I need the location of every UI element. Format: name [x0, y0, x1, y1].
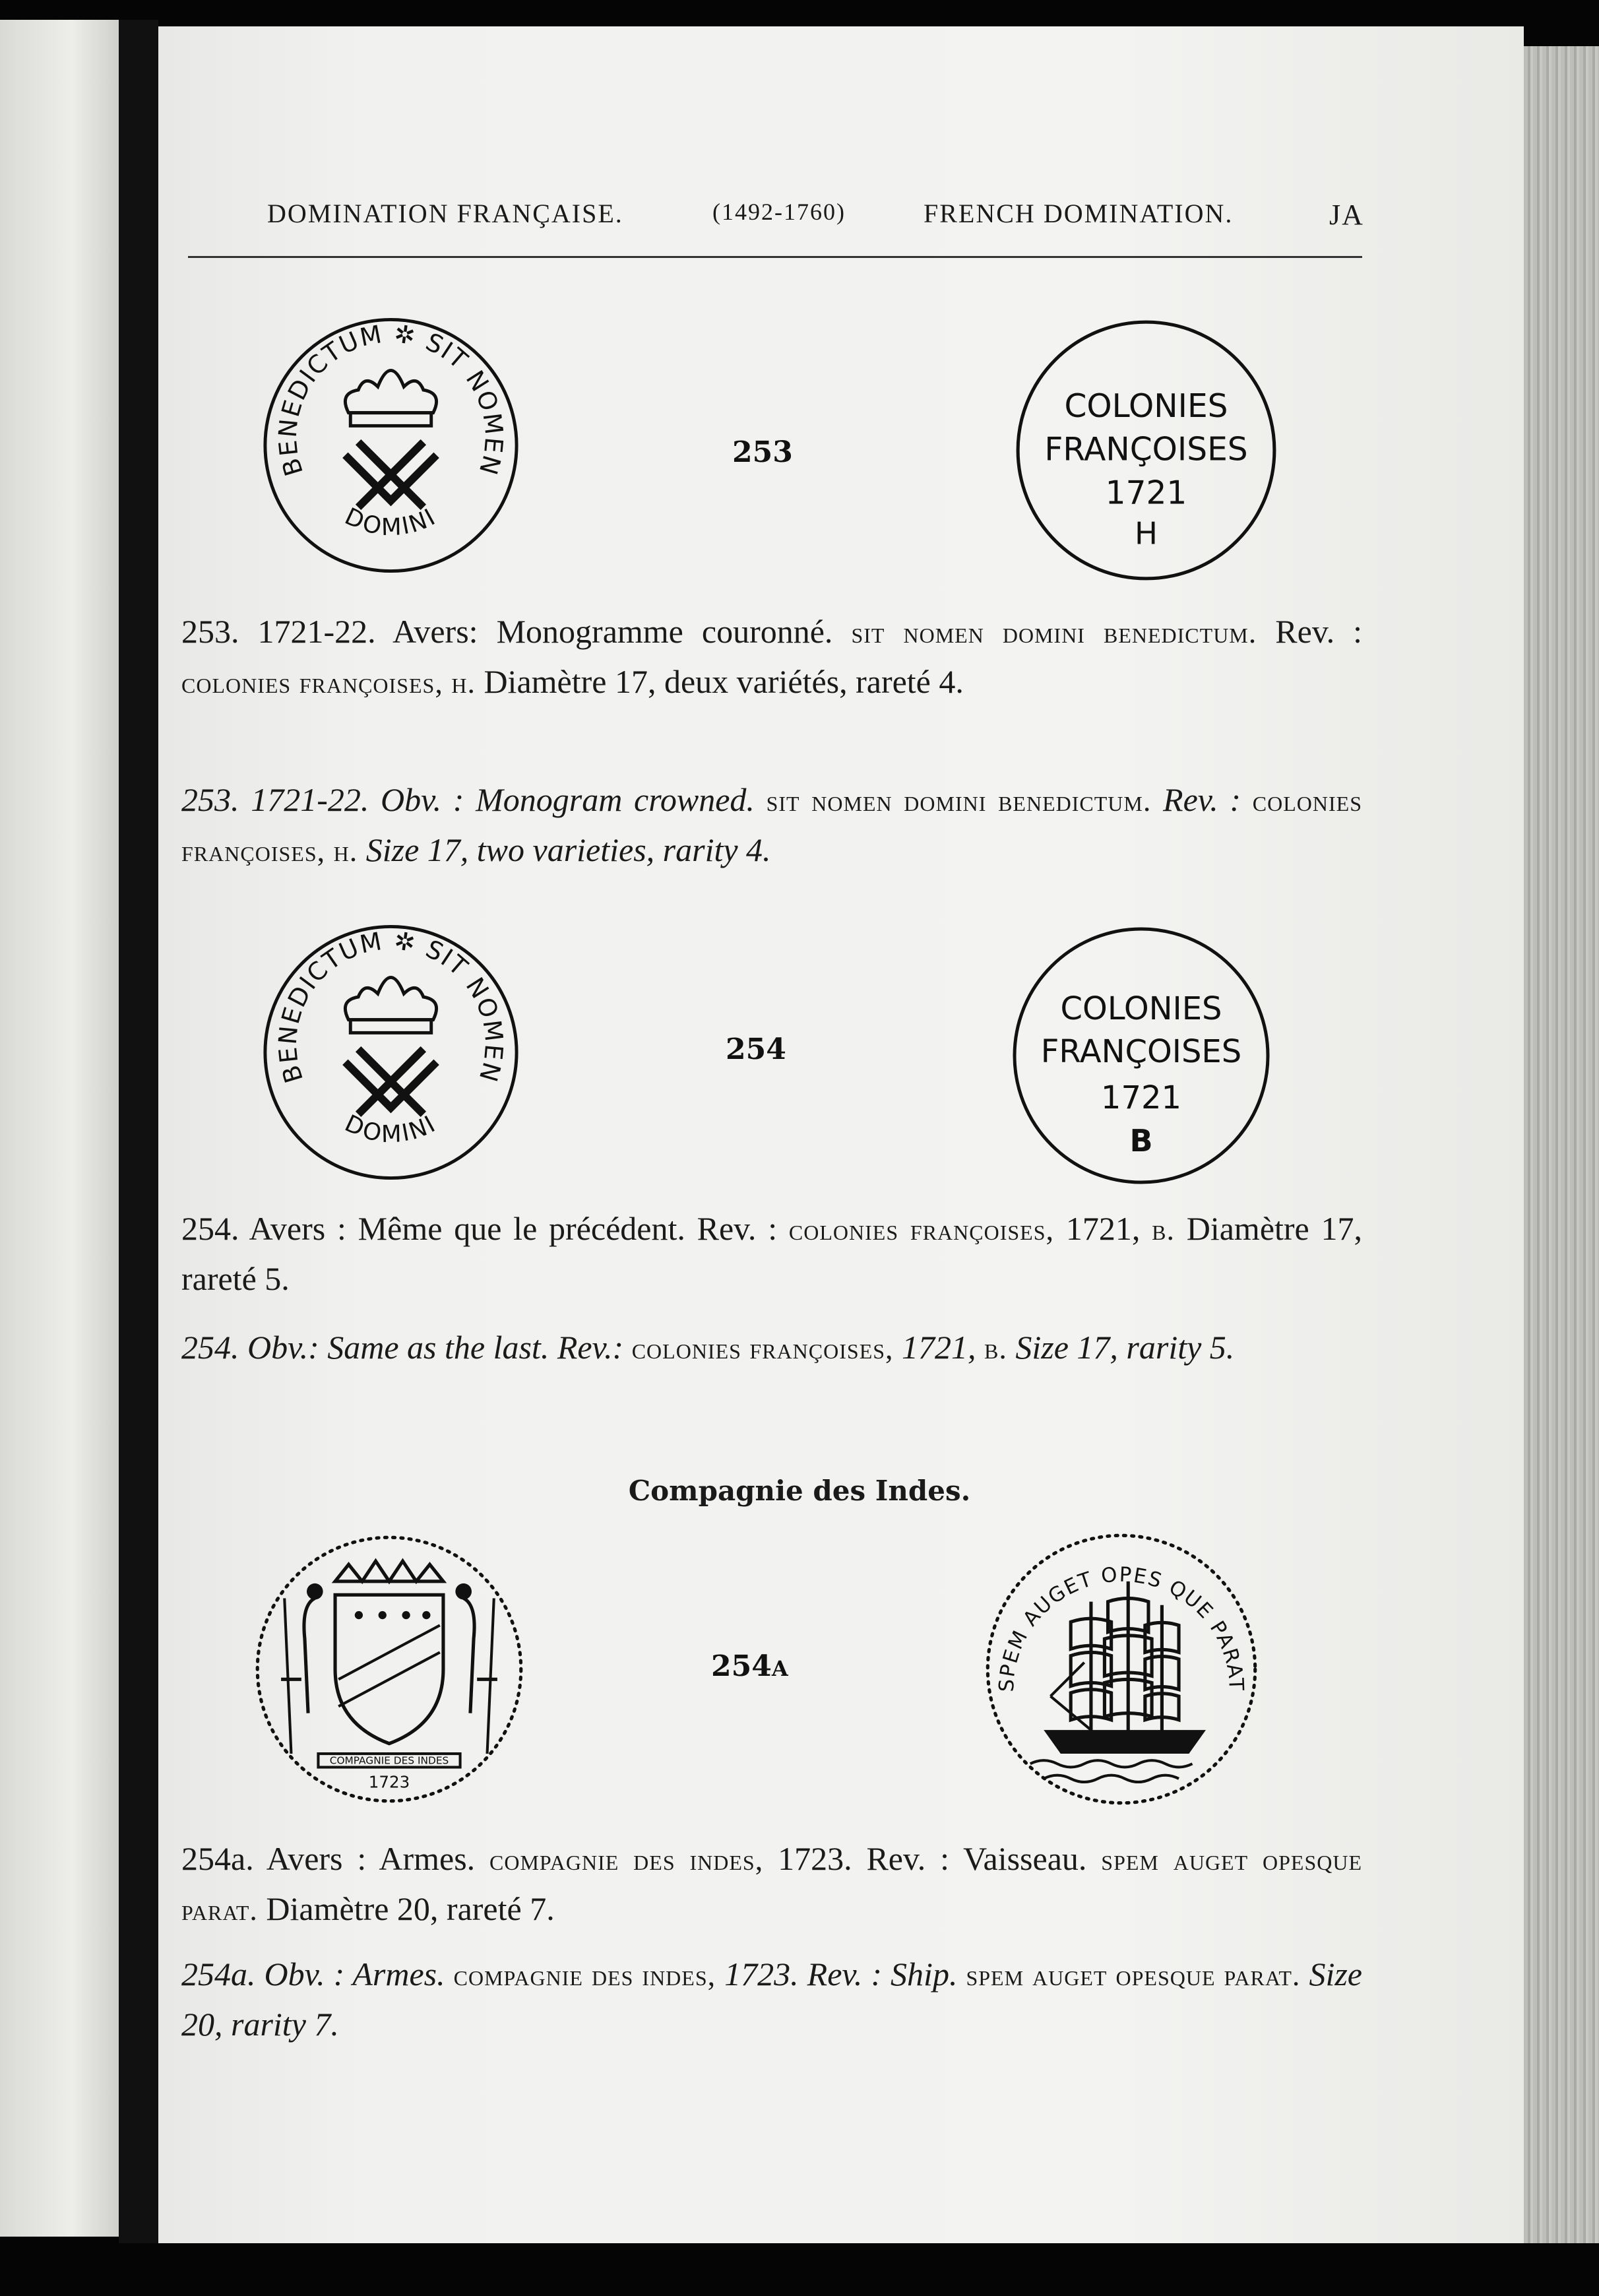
- coin-254a-obverse-legend: COMPAGNIE DES INDES: [329, 1754, 449, 1767]
- coin-253-reverse-line-1: COLONIES: [1064, 387, 1228, 425]
- entry-253-english: 253. 1721-22. Obv. : Monogram crowned. sit nomen domini benedictum. Rev. : colonies françoises, h. Size 17, two varieties, rarity 4.: [181, 781, 1362, 868]
- book-spine: [119, 20, 158, 2243]
- svg-text:BENEDICTUM ✲ SIT NOMEN: BENEDICTUM ✲ SIT NOMEN: [272, 319, 509, 480]
- coin-254-reverse-line-3: 1721: [1100, 1079, 1182, 1116]
- coin-254a-obverse-date: 1723: [368, 1772, 410, 1792]
- coin-254-obverse: [261, 920, 521, 1184]
- page-number: JA: [1329, 199, 1364, 231]
- svg-text:DOMINI: DOMINI: [340, 1110, 441, 1148]
- running-header-left: DOMINATION FRANÇAISE.: [267, 199, 623, 228]
- svg-text:BENEDICTUM ✲ SIT NOMEN: BENEDICTUM ✲ SIT NOMEN: [272, 926, 509, 1087]
- section-title: Compagnie des Indes.: [628, 1475, 971, 1507]
- coin-254a-reverse-legend: SPEM AUGET OPES QUE PARAT: [994, 1562, 1249, 1693]
- coin-253-reverse-line-3: 1721: [1105, 474, 1187, 512]
- figure-number-254: 254: [726, 1033, 786, 1066]
- coin-253-reverse-line-4: H: [1134, 515, 1158, 552]
- coin-254-reverse-line-2: FRANÇOISES: [1040, 1033, 1242, 1070]
- left-page-edge: [0, 20, 119, 2237]
- entry-254-english: 254. Obv.: Same as the last. Rev.: colonies françoises, 1721, b. Size 17, rarity 5.: [181, 1329, 1235, 1366]
- entry-254-french: 254. Avers : Même que le précédent. Rev. : colonies françoises, 1721, b. Diamètre 17, rareté 5.: [181, 1210, 1363, 1297]
- coin-253-reverse-line-2: FRANÇOISES: [1044, 431, 1248, 468]
- entry-253-french: 253. 1721-22. Avers: Monogramme couronné. sit nomen domini benedictum. Rev. : colonies françoises, h. Diamètre 17, deux variétés, rareté 4.: [181, 613, 1363, 700]
- entry-254a-english: 254a. Obv. : Armes. compagnie des indes, 1723. Rev. : Ship. spem auget opesque parat. Size 20, rarity 7.: [181, 1956, 1362, 2043]
- running-header-right: FRENCH DOMINATION.: [924, 199, 1234, 228]
- coin-254-reverse: [1009, 924, 1273, 1188]
- page-stack-edge: [1524, 46, 1599, 2243]
- coin-253-reverse: [1013, 317, 1280, 584]
- figure-number-253: 253: [732, 435, 793, 469]
- svg-text:DOMINI: DOMINI: [340, 503, 441, 541]
- header-rule: [188, 256, 1362, 258]
- entry-254a-french: 254a. Avers : Armes. compagnie des indes, 1723. Rev. : Vaisseau. spem auget opesque parat. Diamètre 20, rareté 7.: [181, 1840, 1363, 1927]
- running-header-dates: (1492-1760): [712, 199, 846, 225]
- coin-253-obverse: [261, 313, 521, 577]
- coin-254a-obverse: [254, 1531, 524, 1808]
- coin-254-reverse-line-1: COLONIES: [1060, 990, 1222, 1027]
- figure-number-254a: 254A: [711, 1649, 788, 1683]
- coin-254a-reverse: [983, 1527, 1260, 1811]
- coin-254-reverse-line-4: B: [1129, 1123, 1153, 1159]
